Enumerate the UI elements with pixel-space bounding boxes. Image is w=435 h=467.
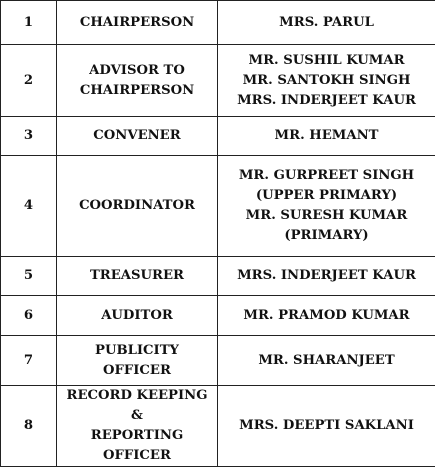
table-row <box>1 257 435 296</box>
role-cell: AUDITOR <box>57 296 218 336</box>
names-cell: MR. SHARANJEET <box>218 336 435 386</box>
role-cell: CHAIRPERSON <box>57 1 218 45</box>
role-cell: PUBLICITY OFFICER <box>57 336 218 386</box>
table-row <box>1 117 435 156</box>
names-cell: MRS. DEEPTI SAKLANI <box>218 386 435 467</box>
names-cell: MRS. PARUL <box>218 1 435 45</box>
row-number: 7 <box>1 336 57 386</box>
table-row <box>1 336 435 386</box>
table-row <box>1 156 435 257</box>
row-number: 1 <box>1 1 57 45</box>
names-cell: MR. HEMANT <box>218 117 435 156</box>
row-number: 5 <box>1 257 57 296</box>
row-number: 8 <box>1 386 57 467</box>
table-row <box>1 386 435 467</box>
role-cell: TREASURER <box>57 257 218 296</box>
role-cell: ADVISOR TO CHAIRPERSON <box>57 45 218 117</box>
role-cell: CONVENER <box>57 117 218 156</box>
table-row <box>1 1 435 45</box>
names-cell: MR. GURPREET SINGH (UPPER PRIMARY) MR. SURESH KUMAR (PRIMARY) <box>218 156 435 257</box>
role-cell: RECORD KEEPING & REPORTING OFFICER <box>57 386 218 467</box>
names-cell: MR. SUSHIL KUMAR MR. SANTOKH SINGH MRS. INDERJEET KAUR <box>218 45 435 117</box>
table-row <box>1 45 435 117</box>
row-number: 4 <box>1 156 57 257</box>
table-row <box>1 296 435 336</box>
row-number: 3 <box>1 117 57 156</box>
row-number: 2 <box>1 45 57 117</box>
names-cell: MR. PRAMOD KUMAR <box>218 296 435 336</box>
role-cell: COORDINATOR <box>57 156 218 257</box>
names-cell: MRS. INDERJEET KAUR <box>218 257 435 296</box>
row-number: 6 <box>1 296 57 336</box>
